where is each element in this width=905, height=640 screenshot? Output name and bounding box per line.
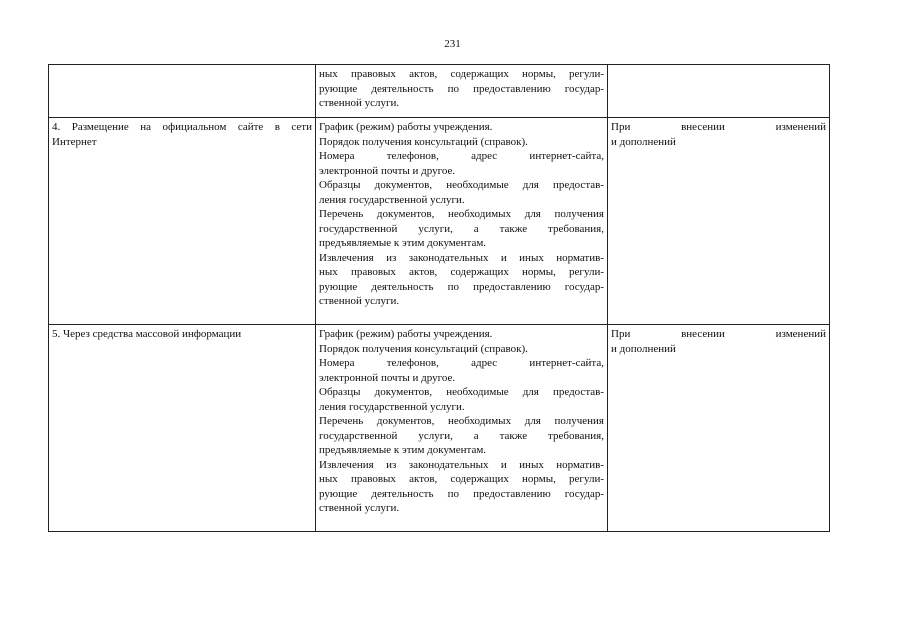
method-cell bbox=[49, 325, 316, 532]
cell-line: 5. Через средства массовой информации bbox=[52, 328, 242, 340]
table-row bbox=[49, 118, 830, 325]
cell-line: государственной услуги, а также требования, bbox=[319, 222, 604, 235]
cell-line: 4. Размещение на официальном сайте в сети bbox=[52, 121, 312, 133]
table-row bbox=[49, 325, 830, 532]
timing-cell bbox=[608, 118, 830, 325]
table-row bbox=[49, 65, 830, 118]
cell-line: ственной услуги. bbox=[319, 97, 400, 109]
cell-line: Порядок получения консультаций (справок). bbox=[319, 135, 528, 148]
cell-line: Образцы документов, необходимые для предостав- bbox=[319, 179, 604, 191]
page-number: 231 bbox=[444, 38, 461, 50]
cell-line: ственной услуги. bbox=[319, 295, 400, 307]
cell-line: рующие деятельность по предоставлению государ- bbox=[319, 280, 604, 293]
cell-line: Образцы документов, необходимые для предостав- bbox=[319, 386, 604, 398]
cell-line: ления государственной услуги. bbox=[319, 400, 465, 413]
cell-line: Извлечения из законодательных и иных норматив- bbox=[319, 251, 604, 264]
content-cell bbox=[316, 118, 608, 325]
cell-line: При внесении изменений bbox=[611, 328, 826, 340]
cell-line: Извлечения из законодательных и иных норматив- bbox=[319, 458, 604, 471]
cell-line: Номера телефонов, адрес интернет-сайта, bbox=[319, 357, 604, 369]
cell-line: ных правовых актов, содержащих нормы, регули- bbox=[319, 68, 604, 80]
method-cell bbox=[49, 65, 316, 118]
cell-line: Номера телефонов, адрес интернет-сайта, bbox=[319, 150, 604, 162]
cell-line: предъявляемые к этим документам. bbox=[319, 444, 487, 456]
cell-line: ления государственной услуги. bbox=[319, 193, 465, 206]
cell-line: Интернет bbox=[52, 135, 97, 148]
cell-line: График (режим) работы учреждения. bbox=[319, 328, 493, 340]
cell-line: электронной почты и другое. bbox=[319, 164, 456, 177]
timing-cell bbox=[608, 65, 830, 118]
content-cell bbox=[316, 65, 608, 118]
cell-line: Перечень документов, необходимых для получения bbox=[319, 415, 604, 427]
cell-line: электронной почты и другое. bbox=[319, 371, 456, 384]
info-methods-table bbox=[48, 64, 830, 532]
cell-line: Перечень документов, необходимых для получения bbox=[319, 208, 604, 220]
cell-line: предъявляемые к этим документам. bbox=[319, 237, 487, 249]
cell-line: График (режим) работы учреждения. bbox=[319, 121, 493, 133]
cell-line: ственной услуги. bbox=[319, 502, 400, 514]
method-cell bbox=[49, 118, 316, 325]
cell-line: ных правовых актов, содержащих нормы, регули- bbox=[319, 266, 604, 278]
cell-line: ных правовых актов, содержащих нормы, регули- bbox=[319, 473, 604, 485]
content-cell bbox=[316, 325, 608, 532]
cell-line: рующие деятельность по предоставлению государ- bbox=[319, 82, 604, 95]
cell-line: Порядок получения консультаций (справок). bbox=[319, 342, 528, 355]
cell-line: и дополнений bbox=[611, 135, 676, 148]
cell-line: государственной услуги, а также требования, bbox=[319, 429, 604, 442]
cell-line: рующие деятельность по предоставлению государ- bbox=[319, 487, 604, 500]
cell-line: При внесении изменений bbox=[611, 121, 826, 133]
cell-line: и дополнений bbox=[611, 342, 676, 355]
table-body bbox=[49, 65, 830, 532]
timing-cell bbox=[608, 325, 830, 532]
